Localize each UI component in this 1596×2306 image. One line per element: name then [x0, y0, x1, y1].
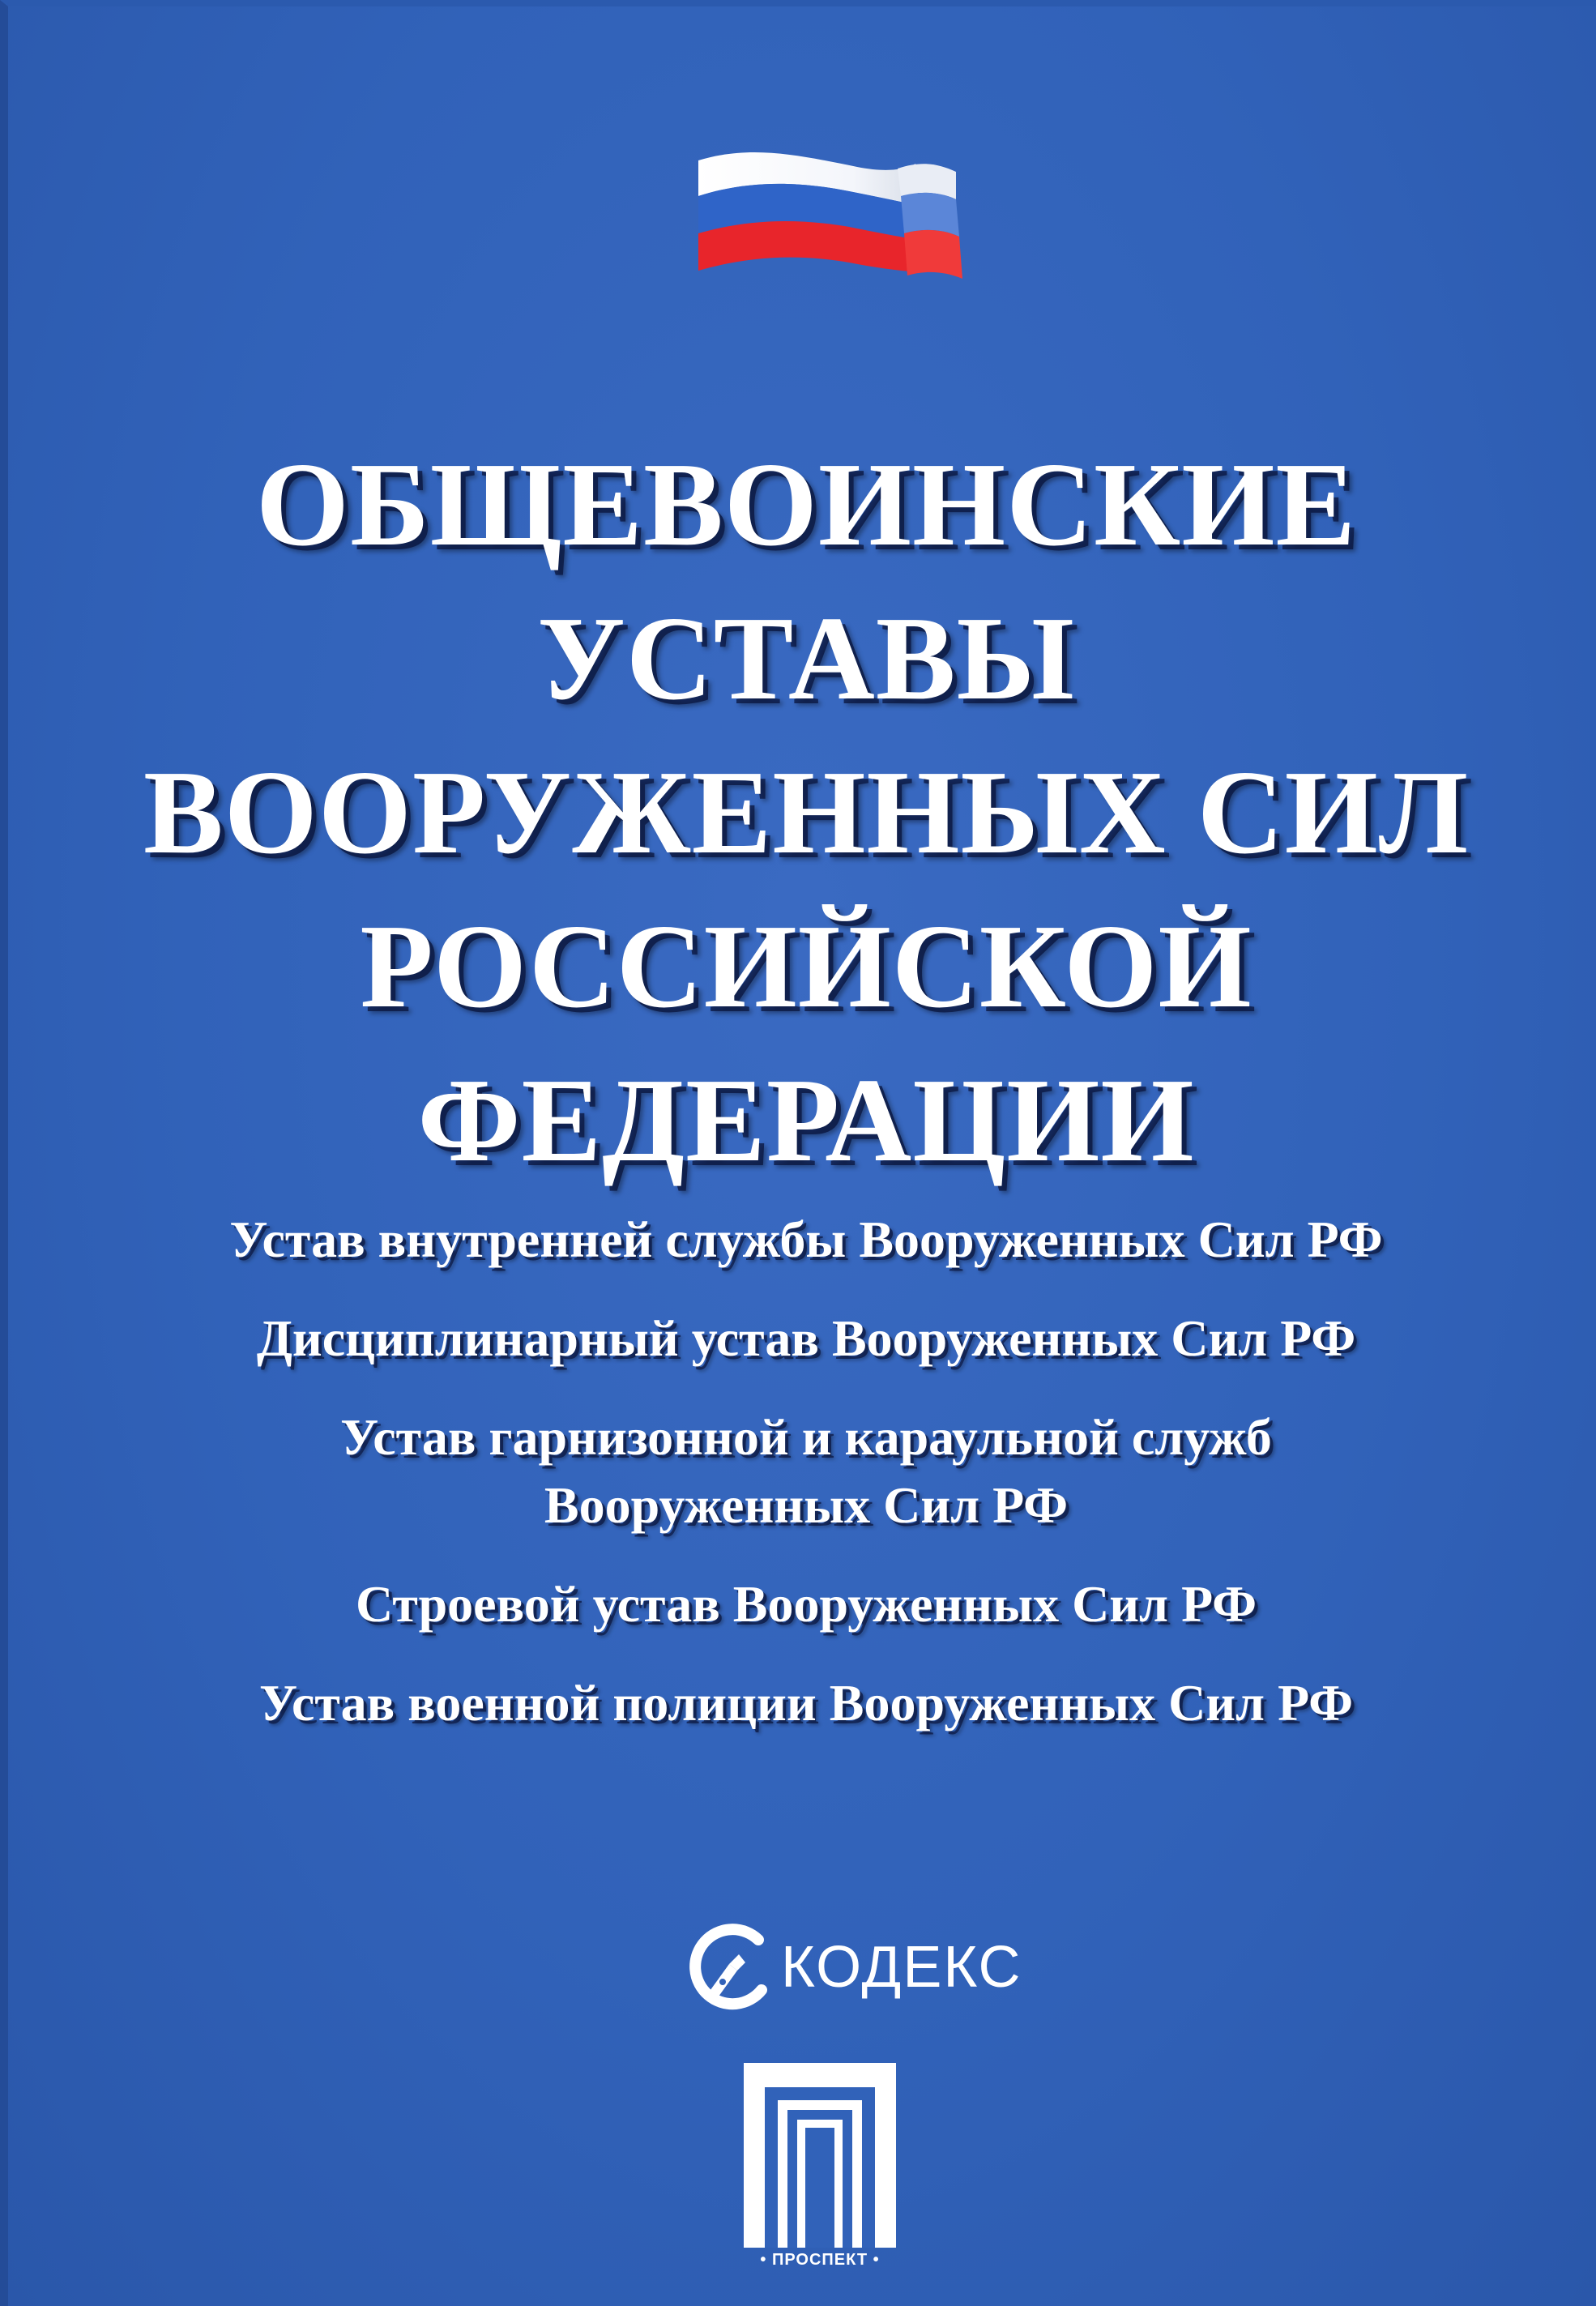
contents-item [8, 1669, 1596, 1737]
prospekt-text: • ПРОСПЕКТ • [760, 2251, 880, 2269]
contents-item-line: Устав военной полиции Вооруженных Сил РФ [258, 1674, 1354, 1732]
contents-item [8, 1403, 1596, 1539]
prospekt-publisher-logo [744, 2063, 896, 2275]
kodeks-series-logo [681, 1919, 1022, 2016]
contents-item-line: Строевой устав Вооруженных Сил РФ [355, 1575, 1257, 1633]
contents-list [8, 1206, 1596, 1768]
contents-item [8, 1570, 1596, 1638]
book-title [8, 428, 1596, 1198]
kodeks-logo-icon [681, 1919, 778, 2016]
title-line: РОССИЙСКОЙ [360, 900, 1252, 1033]
russian-flag-icon [695, 149, 974, 295]
prospekt-gate-icon [744, 2063, 896, 2248]
contents-item [8, 1206, 1596, 1274]
title-line: УСТАВЫ [537, 592, 1075, 725]
contents-item-line: Устав гарнизонной и караульной служб [340, 1408, 1272, 1466]
kodeks-text: КОДЕКС [781, 1935, 1022, 2000]
contents-item [8, 1305, 1596, 1373]
title-line: ВООРУЖЕННЫХ СИЛ [143, 746, 1470, 879]
contents-item-line: Вооруженных Сил РФ [544, 1476, 1069, 1534]
contents-item-line: Дисциплинарный устав Вооруженных Сил РФ [256, 1309, 1356, 1367]
title-line: ОБЩЕВОИНСКИЕ [255, 438, 1357, 571]
title-line: ФЕДЕРАЦИИ [417, 1054, 1195, 1187]
contents-item-line: Устав внутренней службы Вооруженных Сил РФ [229, 1211, 1383, 1268]
